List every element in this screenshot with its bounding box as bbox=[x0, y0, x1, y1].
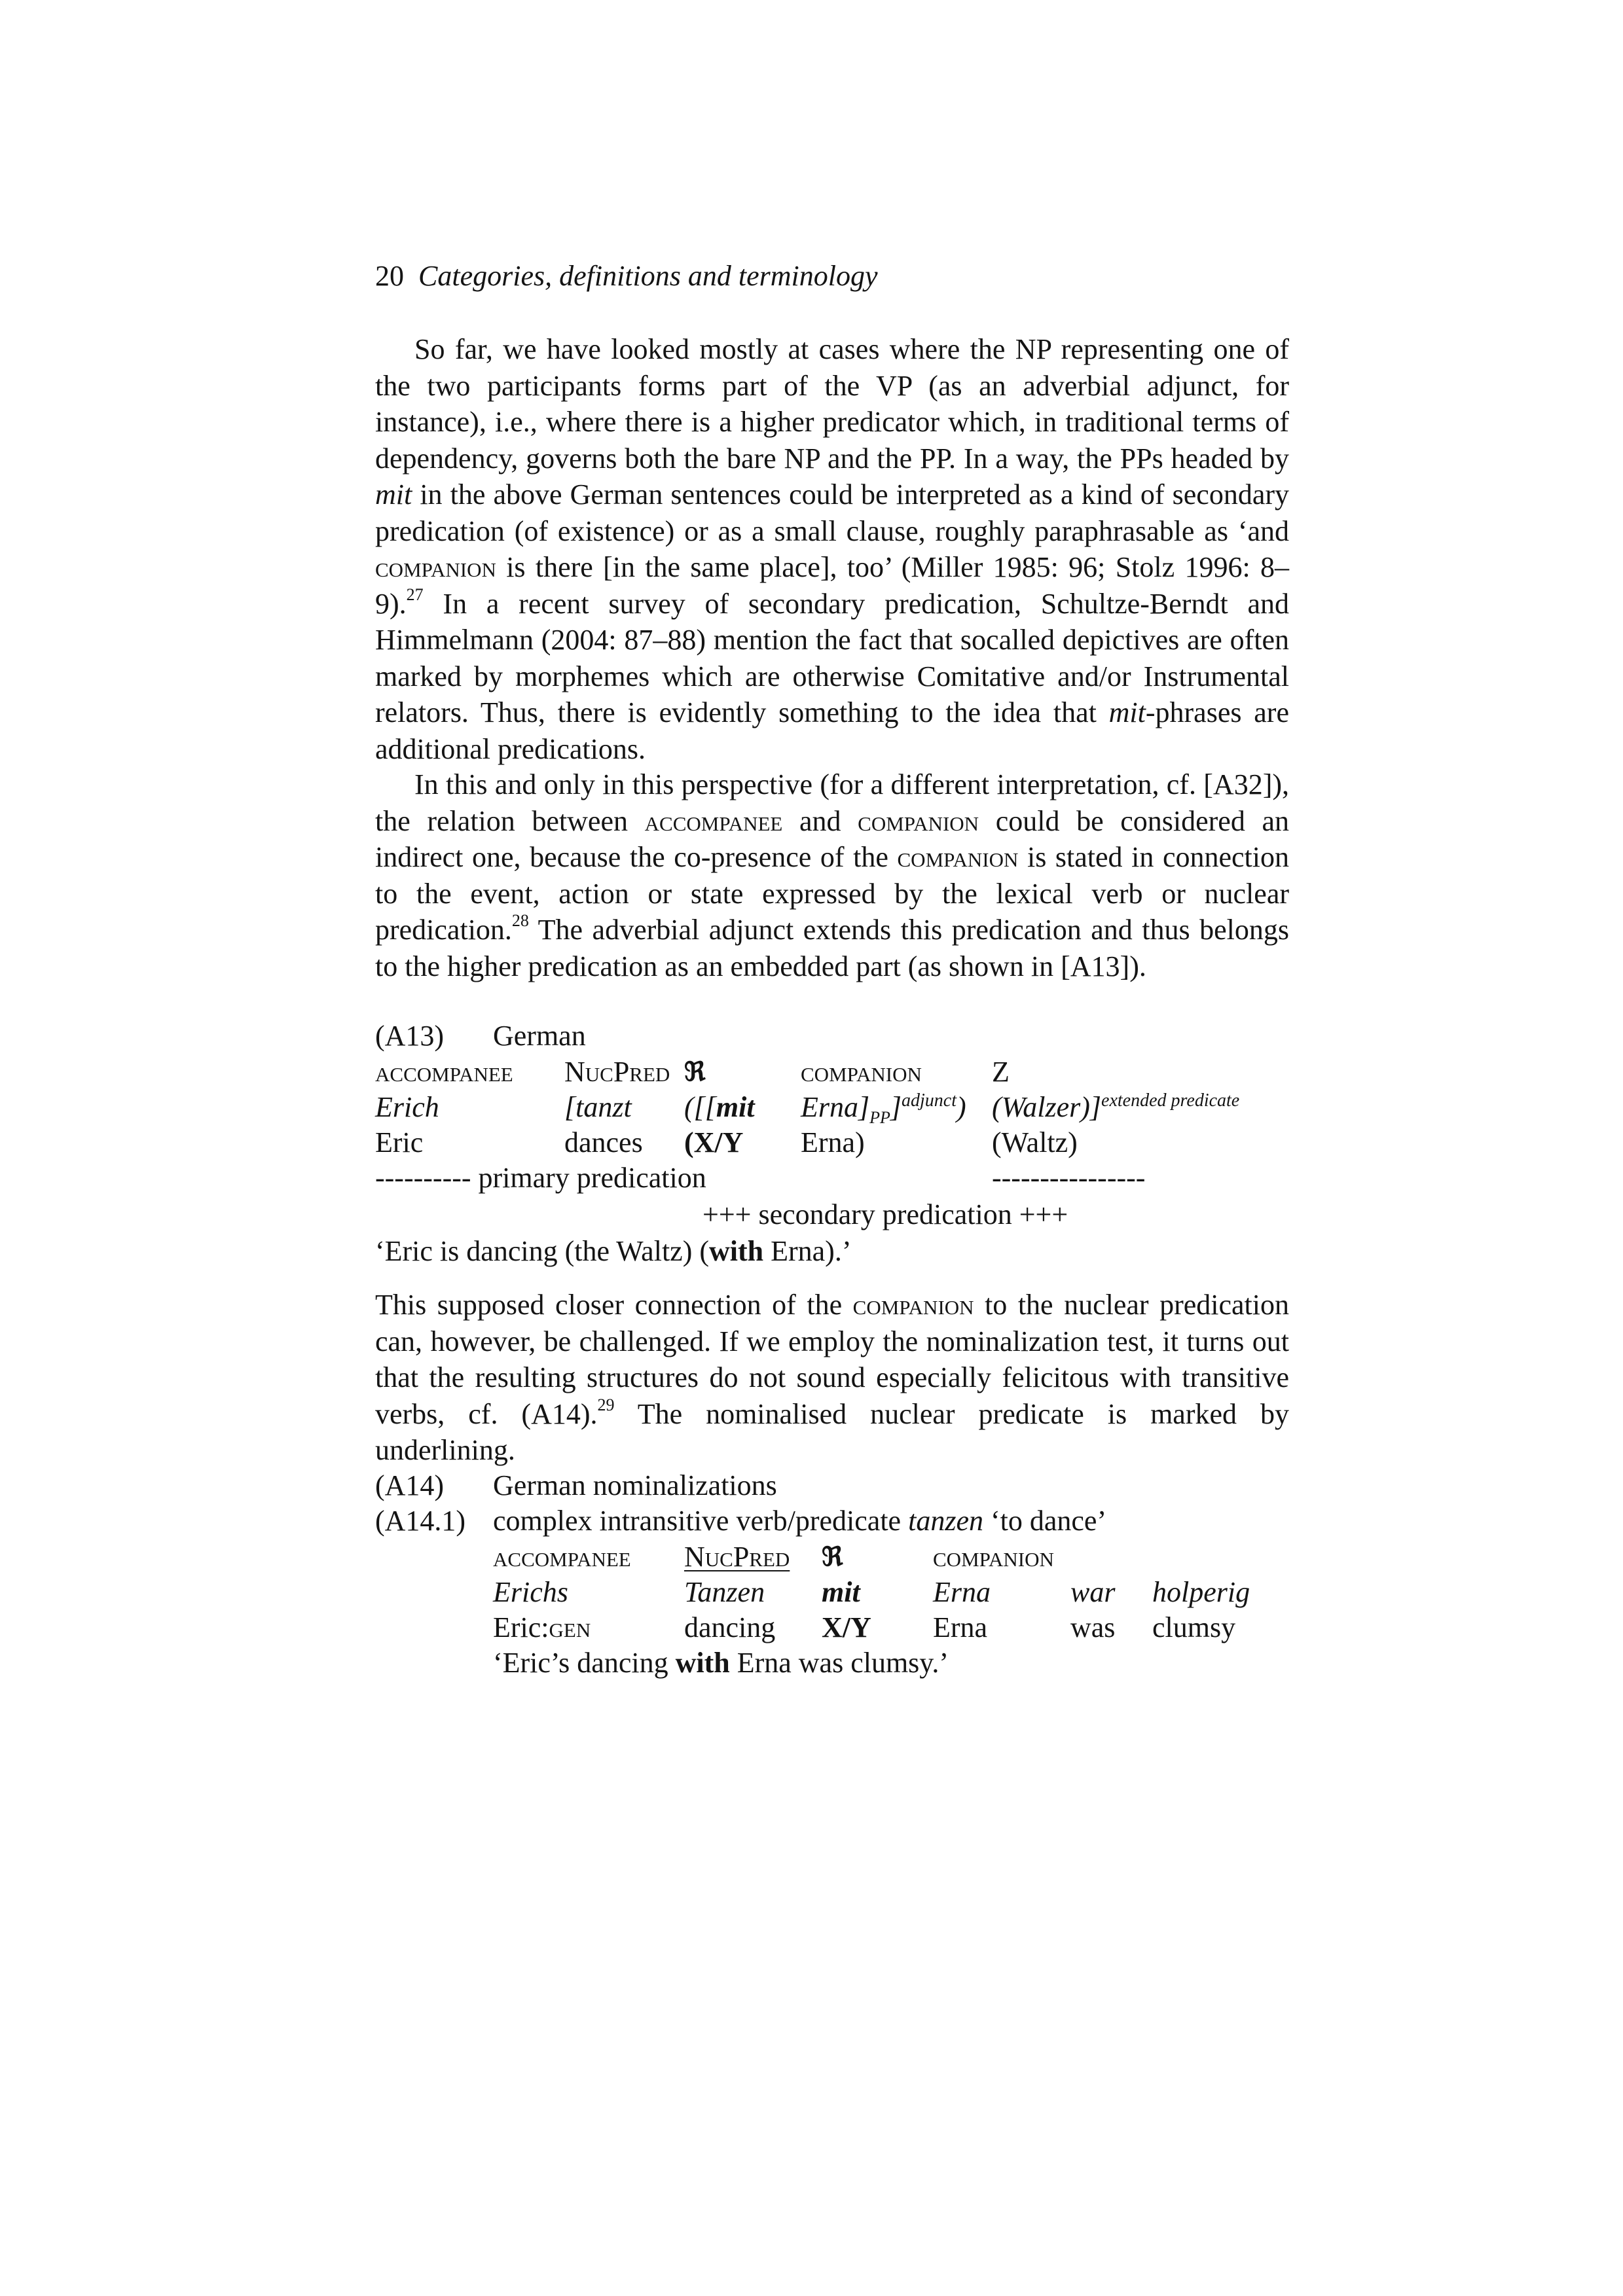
role-relator: ℜ bbox=[822, 1541, 843, 1572]
example-language: German bbox=[493, 1020, 586, 1052]
word-tanzt: [tanzt bbox=[564, 1091, 632, 1123]
gloss-erna: Erna) bbox=[801, 1126, 865, 1158]
word-erich: Erich bbox=[375, 1091, 439, 1123]
gloss-eric-gen: Eric:gen bbox=[493, 1611, 591, 1643]
secondary-predication: +++ secondary predication +++ bbox=[702, 1198, 1068, 1230]
example-label: (A14) bbox=[375, 1469, 445, 1501]
translation-a13: ‘Eric is dancing (the Waltz) (with Erna).’ bbox=[375, 1235, 852, 1267]
word-erna: Erna bbox=[933, 1576, 991, 1608]
role-companion: companion bbox=[801, 1056, 922, 1088]
word-holperig: holperig bbox=[1152, 1576, 1250, 1608]
example-label: (A13) bbox=[375, 1020, 445, 1052]
role-z: Z bbox=[992, 1056, 1010, 1088]
word-war: war bbox=[1070, 1576, 1116, 1608]
role-companion: companion bbox=[933, 1541, 1054, 1573]
word-mit: mit bbox=[822, 1576, 860, 1608]
role-accompanee: accompanee bbox=[493, 1541, 631, 1573]
word-walzer: (Walzer)]$^{extended predicate}$ bbox=[992, 1090, 1240, 1123]
role-nucpred: NucPred bbox=[684, 1541, 790, 1573]
page-number: 20 bbox=[375, 260, 404, 292]
gloss-waltz: (Waltz) bbox=[992, 1126, 1078, 1158]
gloss-eric: Eric bbox=[375, 1126, 424, 1158]
word-erna: $Erna]_{PP}]^{adjunct}$) bbox=[801, 1090, 966, 1127]
role-relator: ℜ bbox=[684, 1056, 706, 1087]
word-mit: ([[mit bbox=[684, 1091, 755, 1123]
footnote-ref-29: 29 bbox=[597, 1395, 615, 1414]
gloss-erna: Erna bbox=[933, 1611, 988, 1643]
footnote-ref-27: 27 bbox=[406, 584, 424, 604]
primary-predication-dashes: ---------------- bbox=[992, 1162, 1146, 1194]
gloss-xy: (X/Y bbox=[684, 1126, 744, 1158]
running-header bbox=[375, 257, 878, 296]
gloss-dancing: dancing bbox=[684, 1611, 776, 1643]
gloss-xy: X/Y bbox=[822, 1611, 871, 1643]
example-title: German nominalizations bbox=[493, 1469, 777, 1501]
paragraph-3: This supposed closer connection of the companion to the nuclear predication can, however, be challenged. If we employ the nominalization test, it turns out that the resulting structures do not sound especially felicitous with transitive verbs, cf. (A14).$^{29}$ The nominalised nuclear predicate is marked by underlining. bbox=[375, 1289, 1289, 1466]
footnote-ref-28: 28 bbox=[511, 911, 529, 931]
word-erichs: Erichs bbox=[493, 1576, 568, 1608]
gloss-was: was bbox=[1070, 1611, 1116, 1643]
translation-a14: ‘Eric’s dancing with Erna was clumsy.’ bbox=[493, 1647, 949, 1679]
primary-predication: ---------- primary predication bbox=[375, 1162, 706, 1194]
gloss-clumsy: clumsy bbox=[1152, 1611, 1236, 1643]
word-tanzen: Tanzen bbox=[684, 1576, 765, 1608]
role-accompanee: accompanee bbox=[375, 1056, 513, 1088]
example-sub-label: (A14.1) bbox=[375, 1505, 466, 1537]
gloss-dances: dances bbox=[564, 1126, 643, 1158]
running-title: Categories, definitions and terminology bbox=[418, 260, 878, 292]
example-sub-title: complex intransitive verb/predicate tanzen ‘to dance’ bbox=[493, 1505, 1107, 1537]
role-nucpred: NucPred bbox=[564, 1056, 670, 1088]
paragraph-1: So far, we have looked mostly at cases where the NP representing one of the two participants forms part of the VP (as an adverbial adjunct, for instance), i.e., where there is a higher predicator which, in traditional terms of dependency, governs both the bare NP and the PP. In a way, the PPs headed by mit in the above German sentences could be interpreted as a kind of secondary predication (of existence) or as a small clause, roughly paraphrasable as ‘and companion is there [in the same place], too’ (Miller 1985: 96; Stolz 1996: 8–9).$^{27}$ In a recent survey of secondary predication, Schultze-Berndt and Himmelmann (2004: 87–88) mention the fact that socalled depictives are often marked by morphemes which are otherwise Comitative and/or Instrumental relators. Thus, there is evidently something to the idea that mit-phrases are additional predications. bbox=[375, 333, 1289, 765]
paragraph-2: In this and only in this perspective (for a different interpretation, cf. [A32]), the relation between accompanee and companion could be considered an indirect one, because the co-presence of the companion is stated in connection to the event, action or state expressed by the lexical verb or nuclear predication.$^{28}$ The adverbial adjunct extends this predication and thus belongs to the higher predication as an embedded part (as shown in [A13]). bbox=[375, 768, 1289, 982]
